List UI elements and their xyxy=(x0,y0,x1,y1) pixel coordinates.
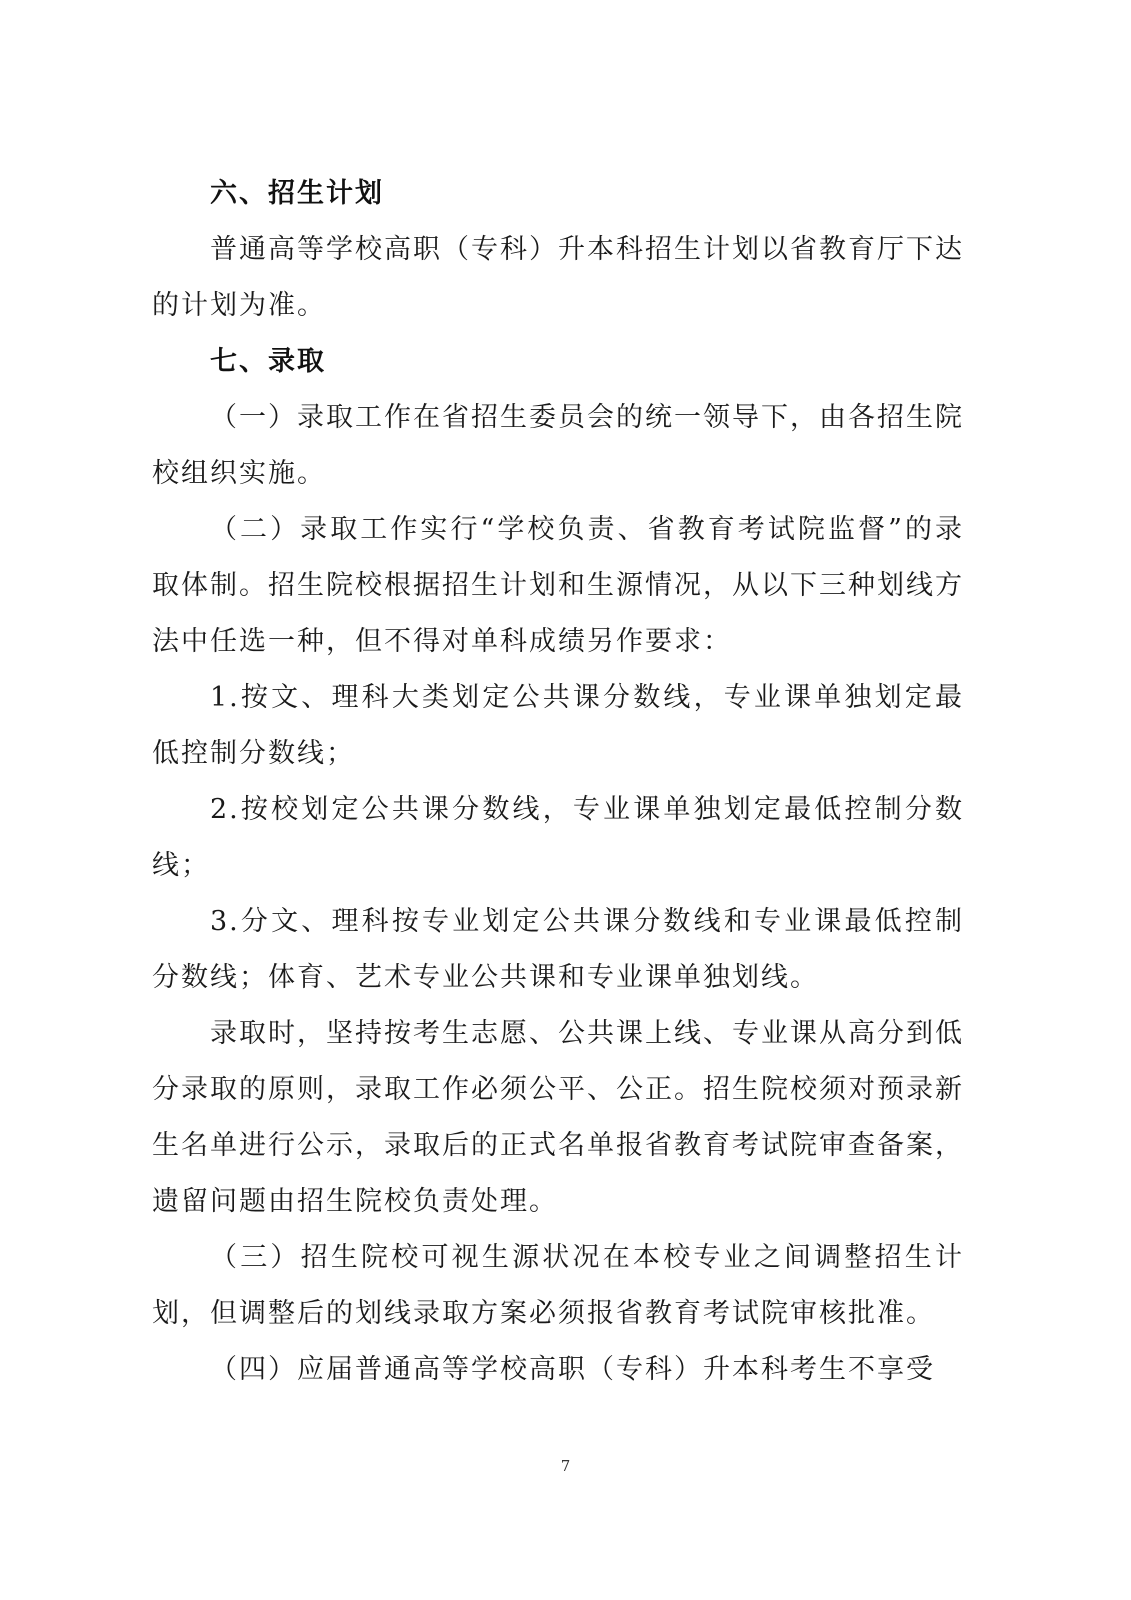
paragraph-admission-1: （一）录取工作在省招生委员会的统一领导下，由各招生院校组织实施。 xyxy=(152,402,964,489)
paragraph-admission-4: （四）应届普通高等学校高职（专科）升本科考生不享受 xyxy=(210,1354,935,1385)
paragraph-admission-3: （三）招生院校可视生源状况在本校专业之间调整招生计划，但调整后的划线录取方案必须报省教育考试院审核批准。 xyxy=(152,1242,964,1329)
section-heading-admission: 七、录取 xyxy=(210,346,326,377)
page-number: 7 xyxy=(560,1457,571,1475)
paragraph-admission-2: （二）录取工作实行“学校负责、省教育考试院监督”的录取体制。招生院校根据招生计划和生源情况，从以下三种划线方法中任选一种，但不得对单科成绩另作要求： xyxy=(152,514,964,657)
list-item-method-2: 2.按校划定公共课分数线，专业课单独划定最低控制分数线； xyxy=(152,794,964,881)
section-heading-enrollment-plan: 六、招生计划 xyxy=(210,178,384,209)
paragraph-enrollment-plan: 普通高等学校高职（专科）升本科招生计划以省教育厅下达的计划为准。 xyxy=(152,234,964,321)
document-body xyxy=(152,166,964,1398)
paragraph-admission-principle: 录取时，坚持按考生志愿、公共课上线、专业课从高分到低分录取的原则，录取工作必须公平、公正。招生院校须对预录新生名单进行公示，录取后的正式名单报省教育考试院审查备案，遗留问题由招生院校负责处理。 xyxy=(152,1018,964,1217)
list-item-method-1: 1.按文、理科大类划定公共课分数线，专业课单独划定最低控制分数线； xyxy=(152,682,964,769)
list-item-method-3: 3.分文、理科按专业划定公共课分数线和专业课最低控制分数线；体育、艺术专业公共课和专业课单独划线。 xyxy=(152,906,964,993)
